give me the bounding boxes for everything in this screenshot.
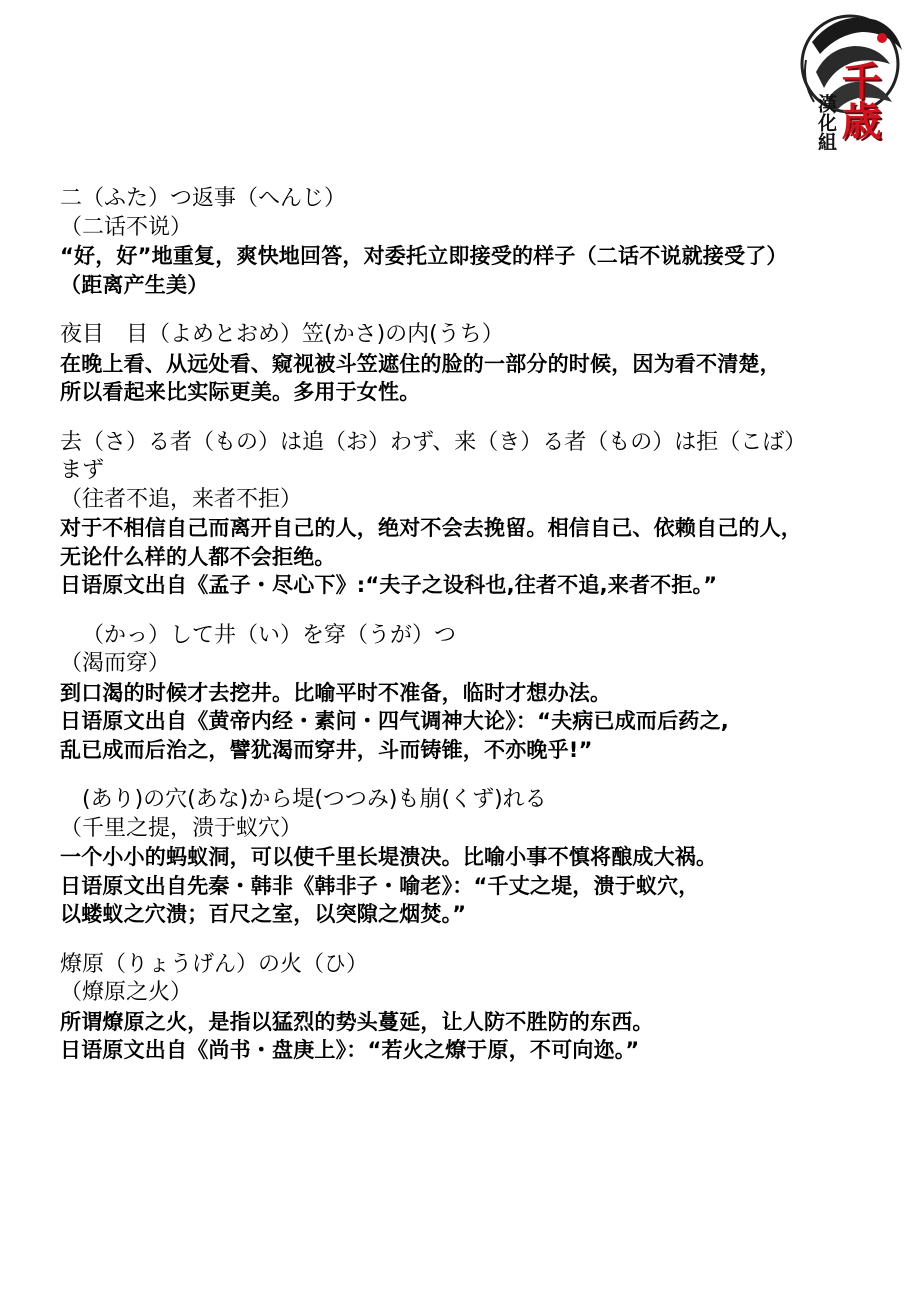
proverb-explanation: 所以看起来比实际更美。多用于女性。 xyxy=(60,380,421,404)
proverb-heading-continued: まず xyxy=(60,458,105,483)
proverb-meaning: （燎原之火） xyxy=(60,980,193,1005)
proverb-meaning: （千里之提，溃于蚁穴） xyxy=(60,815,303,841)
proverb-explanation: 无论什么样的人都不会拒绝。 xyxy=(60,544,336,569)
proverb-source: 日语原文出自先秦・韩非《韩非子・喻老》：“千丈之堤，溃于蚁穴， xyxy=(60,873,700,898)
proverb-explanation: （距离产生美） xyxy=(60,272,209,297)
proverb-source: 日语原文出自《尚书・盘庚上》：“若火之燎于原，不可向迩。” xyxy=(60,1038,640,1062)
proverb-entry xyxy=(60,185,906,299)
proverb-source: 日语原文出自《黄帝内经・素问・四气调神大论》：“夫病已成而后药之, xyxy=(60,709,729,733)
group-logo xyxy=(798,2,910,152)
proverb-meaning: （往者不追，来者不拒） xyxy=(60,486,303,512)
proverb-source: 乱已成而后治之，譬犹渴而穿井，斗而铸锥，不亦晚乎!” xyxy=(60,737,593,762)
logo-small-text: 漢化組 xyxy=(815,94,837,151)
proverb-meaning: （渴而穿） xyxy=(60,651,171,676)
proverb-explanation: 在晚上看、从远处看、窥视被斗笠遮住的脸的一部分的时候，因为看不清楚， xyxy=(60,351,781,376)
proverb-explanation: 所谓燎原之火，是指以猛烈的势头蔓延，让人防不胜防的东西。 xyxy=(60,1009,654,1034)
proverb-heading: (あり)の穴(あな)から堤(つつみ)も崩(くず)れる xyxy=(82,787,547,812)
proverb-entry xyxy=(60,321,906,407)
proverb-heading: 二（ふた）つ返事（へんじ） xyxy=(60,186,347,211)
proverb-meaning: （二话不说） xyxy=(60,214,193,240)
proverb-heading: 去（さ）る者（もの）は追（お）わず、来（き）る者（もの）は拒（こば） xyxy=(60,429,807,455)
proverb-heading: 夜目 目（よめとおめ）笠(かさ)の内(うち） xyxy=(60,322,504,347)
proverb-explanation: 一个小小的蚂蚁洞，可以使千里长堤溃决。比喻小事不慎将酿成大祸。 xyxy=(60,845,718,869)
proverb-explanation: 到口渴的时候才去挖井。比喻平时不准备，临时才想办法。 xyxy=(60,680,612,705)
proverb-heading: （かっ）して井（い）を穿（うが）つ xyxy=(82,622,457,648)
proverb-list xyxy=(60,185,906,1087)
proverb-explanation: “好，好”地重复，爽快地回答，对委托立即接受的样子（二话不说就接受了） xyxy=(60,244,788,268)
proverb-heading: 燎原（りょうげん）の火（ひ） xyxy=(60,951,369,977)
logo-big-text: 千歳 xyxy=(835,60,882,140)
proverb-source: 日语原文出自《孟子・尽心下》:“夫子之设科也,往者不追,来者不拒。” xyxy=(60,573,718,597)
proverb-explanation: 对于不相信自己而离开自己的人，绝对不会去挽留。相信自己、依赖自己的人， xyxy=(60,516,802,540)
proverb-entry xyxy=(60,622,906,765)
proverb-entry xyxy=(60,951,906,1065)
proverb-entry xyxy=(60,429,906,600)
proverb-source: 以蝼蚁之穴溃；百尺之室，以突隙之烟焚。” xyxy=(60,902,467,926)
proverb-entry xyxy=(60,786,906,929)
